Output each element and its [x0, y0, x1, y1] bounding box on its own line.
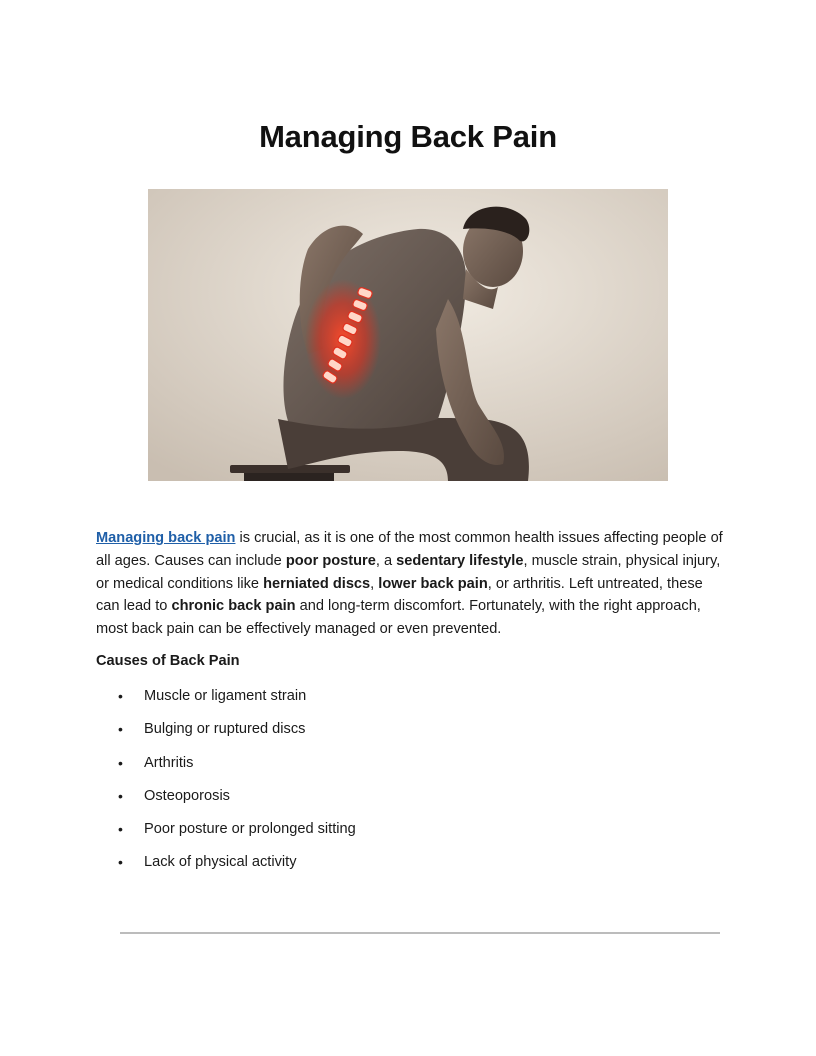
intro-bold-poor-posture: poor posture: [285, 552, 376, 569]
back-pain-illustration: [148, 189, 668, 481]
causes-heading: Causes of Back Pain: [96, 653, 240, 669]
list-item: • Muscle or ligament strain: [96, 686, 356, 719]
list-item: • Lack of physical activity: [96, 852, 356, 885]
list-item: • Arthritis: [96, 753, 356, 786]
managing-back-pain-link[interactable]: Managing back pain: [96, 530, 236, 546]
intro-bold-chronic-back-pain: chronic back pain: [171, 598, 296, 615]
horizontal-divider: [120, 932, 720, 934]
list-item: • Osteoporosis: [96, 786, 356, 819]
causes-list: [96, 686, 356, 886]
intro-bold-lower-back-pain: lower back pain: [378, 575, 488, 592]
intro-bold-sedentary-lifestyle: sedentary lifestyle: [396, 552, 524, 569]
intro-text-5: , or arthritis. Left untreated, these can lead to: [96, 575, 703, 615]
intro-text-6: and long-term discomfort. Fortunately, with the right approach, most back pain can be effectively managed or even prevented.: [96, 598, 701, 638]
intro-bold-herniated-discs: herniated discs: [263, 575, 371, 592]
list-item: • Bulging or ruptured discs: [96, 719, 356, 752]
list-item: • Poor posture or prolonged sitting: [96, 819, 356, 852]
intro-text-2: , a: [375, 552, 397, 569]
intro-text-1: is crucial, as it is one of the most common health issues affecting people of all ages. Causes can include: [96, 530, 723, 569]
hero-image: [148, 189, 668, 481]
intro-text-3: , muscle strain, physical injury, or medical conditions like: [96, 552, 721, 592]
page-title: Managing Back Pain: [259, 118, 557, 154]
intro-text-4: ,: [370, 575, 379, 592]
intro-paragraph: [96, 527, 726, 641]
